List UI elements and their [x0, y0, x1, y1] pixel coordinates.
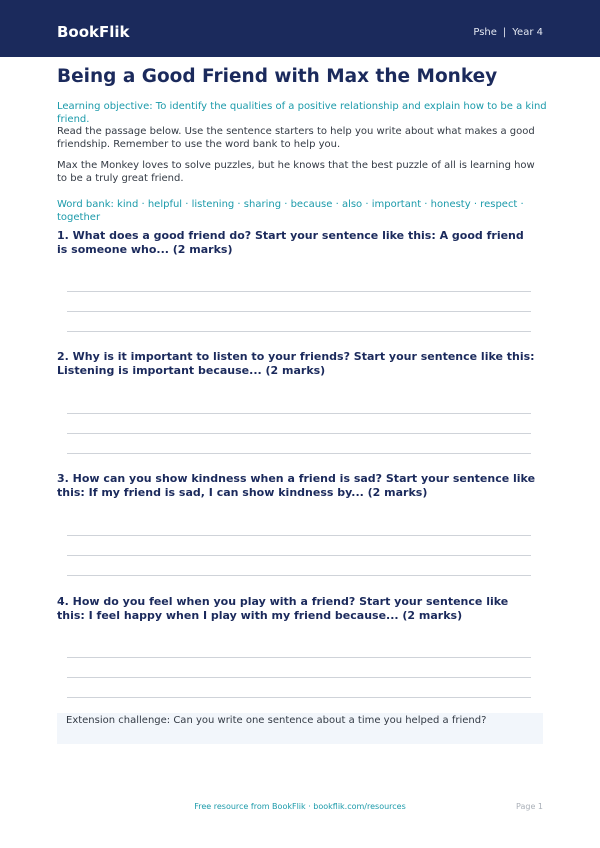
- answer-line-3a[interactable]: [67, 535, 531, 536]
- word-bank: Word bank: kind · helpful · listening · sharing · because · also · important · honesty · respect · together: [57, 199, 524, 223]
- question-2: 2. Why is it important to listen to your friends? Start your sentence like this: Listening is important because... (2 marks): [57, 350, 535, 377]
- question-4: 4. How do you feel when you play with a friend? Start your sentence like this: I feel happy when I play with my friend because... (2 marks): [57, 595, 509, 622]
- learning-objective: Learning objective: To identify the qualities of a positive relationship and explain how to be a kind friend.: [57, 101, 547, 125]
- year-label: Year 4: [512, 27, 543, 38]
- meta-separator: |: [502, 27, 507, 38]
- answer-line-2c[interactable]: [67, 453, 531, 454]
- answer-line-2b[interactable]: [67, 433, 531, 434]
- extension-challenge-box: [57, 713, 543, 744]
- page-number: Page 1: [516, 802, 543, 811]
- passage-text: Max the Monkey loves to solve puzzles, but he knows that the best puzzle of all is learning how to be a truly great friend.: [57, 160, 535, 184]
- answer-line-2a[interactable]: [67, 413, 531, 414]
- answer-line-4b[interactable]: [67, 677, 531, 678]
- question-1: 1. What does a good friend do? Start your sentence like this: A good friend is someone who... (2 marks): [57, 229, 524, 256]
- subject-year-label: [473, 27, 543, 39]
- header-bar: [0, 0, 600, 57]
- footer-credit: Free resource from BookFlik · bookflik.com/resources: [194, 802, 406, 811]
- answer-line-3b[interactable]: [67, 555, 531, 556]
- instructions-text: Read the passage below. Use the sentence starters to help you write about what makes a good friendship. Remember to use the word bank to help you.: [57, 126, 535, 150]
- subject-label: Pshe: [473, 27, 497, 38]
- question-3: 3. How can you show kindness when a friend is sad? Start your sentence like this: If my friend is sad, I can show kindness by... (2 marks): [57, 472, 536, 499]
- answer-line-4a[interactable]: [67, 657, 531, 658]
- brand-logo-text: BookFlik: [57, 23, 130, 41]
- answer-line-1c[interactable]: [67, 331, 531, 332]
- answer-line-1b[interactable]: [67, 311, 531, 312]
- worksheet-title: Being a Good Friend with Max the Monkey: [57, 66, 498, 87]
- answer-line-1a[interactable]: [67, 291, 531, 292]
- answer-line-3c[interactable]: [67, 575, 531, 576]
- extension-challenge-text: Extension challenge: Can you write one sentence about a time you helped a friend?: [66, 715, 487, 726]
- answer-line-4c[interactable]: [67, 697, 531, 698]
